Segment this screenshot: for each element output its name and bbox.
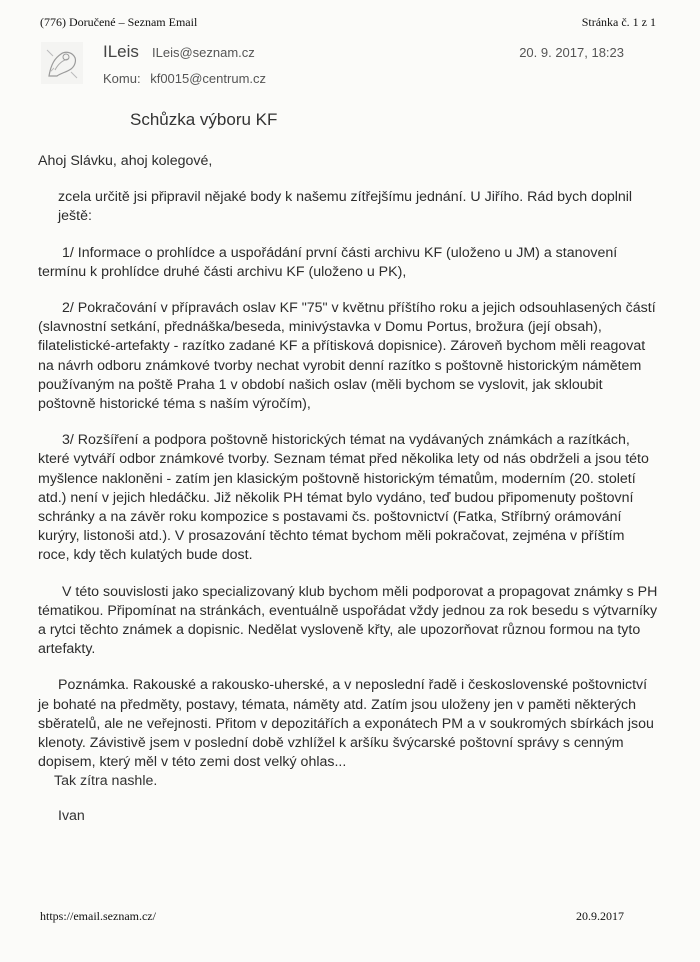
sender-email[interactable]: ILeis@seznam.cz	[152, 45, 255, 60]
recipient-label: Komu:	[103, 71, 141, 86]
context-paragraph: V této souvislosti jako specializovaný klub bychom měli podporovat a propagovat známky s PH tématikou. Připomínat na stránkách, eventuálně uspořádat vždy jednou za rok besedu s výtvarníky a rytci těchto známek a dopisnic. Nedělat vysloveně křty, ale upozorňovat různou formou na tyto artefakty.	[38, 583, 658, 658]
print-footer-url[interactable]: https://email.seznam.cz/	[40, 909, 156, 923]
message-body	[38, 152, 658, 789]
greeting: Ahoj Slávku, ahoj kolegové,	[38, 153, 213, 169]
closing-line: Tak zítra nashle.	[54, 773, 158, 789]
print-footer-date: 20.9.2017	[576, 909, 624, 923]
print-footer	[40, 909, 624, 925]
print-header-page: Stránka č. 1 z 1	[581, 15, 656, 29]
point-1: 1/ Informace o prohlídce a uspořádání první části archivu KF (uloženo u JM) a stanovení termínu k prohlídce druhé části archivu KF (uloženo u PK),	[38, 244, 618, 280]
signature: Ivan	[58, 808, 85, 824]
recipient-row	[103, 71, 266, 86]
message-date: 20. 9. 2017, 18:23	[519, 45, 624, 60]
sender-name[interactable]: ILeis	[103, 42, 139, 61]
print-header-title: (776) Doručené – Seznam Email	[40, 15, 198, 29]
point-3: 3/ Rozšíření a podpora poštovně historických témat na vydávaných známkách a razítkách, které vytváří odbor známkové tvorby. Seznam témat před několika lety od nás obdrželi a jsou této myšlence nakloněni - zatím jen klasickým poštovně historickým tématům, moderním (20. století atd.) není v jejich hledáčku. Již několik PH témat bylo vydáno, teď budou připomenuty poštovní schránky a na závěr roku kompozice s postavami čs. poštovnictví (Fatka, Stříbrný orámování kurýry, listonoši atd.). V prosazování těchto témat bychom měli pokračovat, zejména v příštím roce, kdy těch kulatých bude dost.	[38, 432, 649, 564]
point-2: 2/ Pokračování v přípravách oslav KF "75" v květnu příštího roku a jejich odsouhlasených částí (slavnostní setkání, přednáška/beseda, minivýstavka v Domu Portus, brožura (její obsah), filatelistické-artefakty - razítko zadané KF a přítisková dopisnice). Zároveň bychom měli reagovat na návrh odboru známkové tvorby nechat vyrobit denní razítko s poštovně historickým námětem používaným na poště Praha 1 v období našich oslav (měli bychom se vyslovit, jak skloubit poštovně historické téma s naším výročím),	[38, 300, 656, 413]
sender-avatar-icon[interactable]	[41, 42, 83, 84]
intro-paragraph: zcela určitě jsi připravil nějaké body k našemu zítřejšímu jednání. U Jiřího. Rád bych doplnil ještě:	[58, 189, 633, 225]
note-paragraph: Poznámka. Rakouské a rakousko-uherské, a v neposlední řadě i československé poštovnictví je bohaté na předměty, postavy, témata, náměty atd. Zatím jsou uloženy jen v paměti některých sběratelů, ale ne veřejnosti. Přitom v depozitářích a exponátech PM a v soukromých sbírkách jsou klenoty. Závistivě jsem v poslední době vzhlížel k aršíku švýcarské poštovní správy s cenným dopisem, který měl v této zemi dost velký ohlas...	[38, 677, 654, 771]
message-subject: Schůzka výboru KF	[130, 110, 278, 129]
recipient-email[interactable]: kf0015@centrum.cz	[150, 71, 267, 86]
print-header	[40, 15, 656, 31]
